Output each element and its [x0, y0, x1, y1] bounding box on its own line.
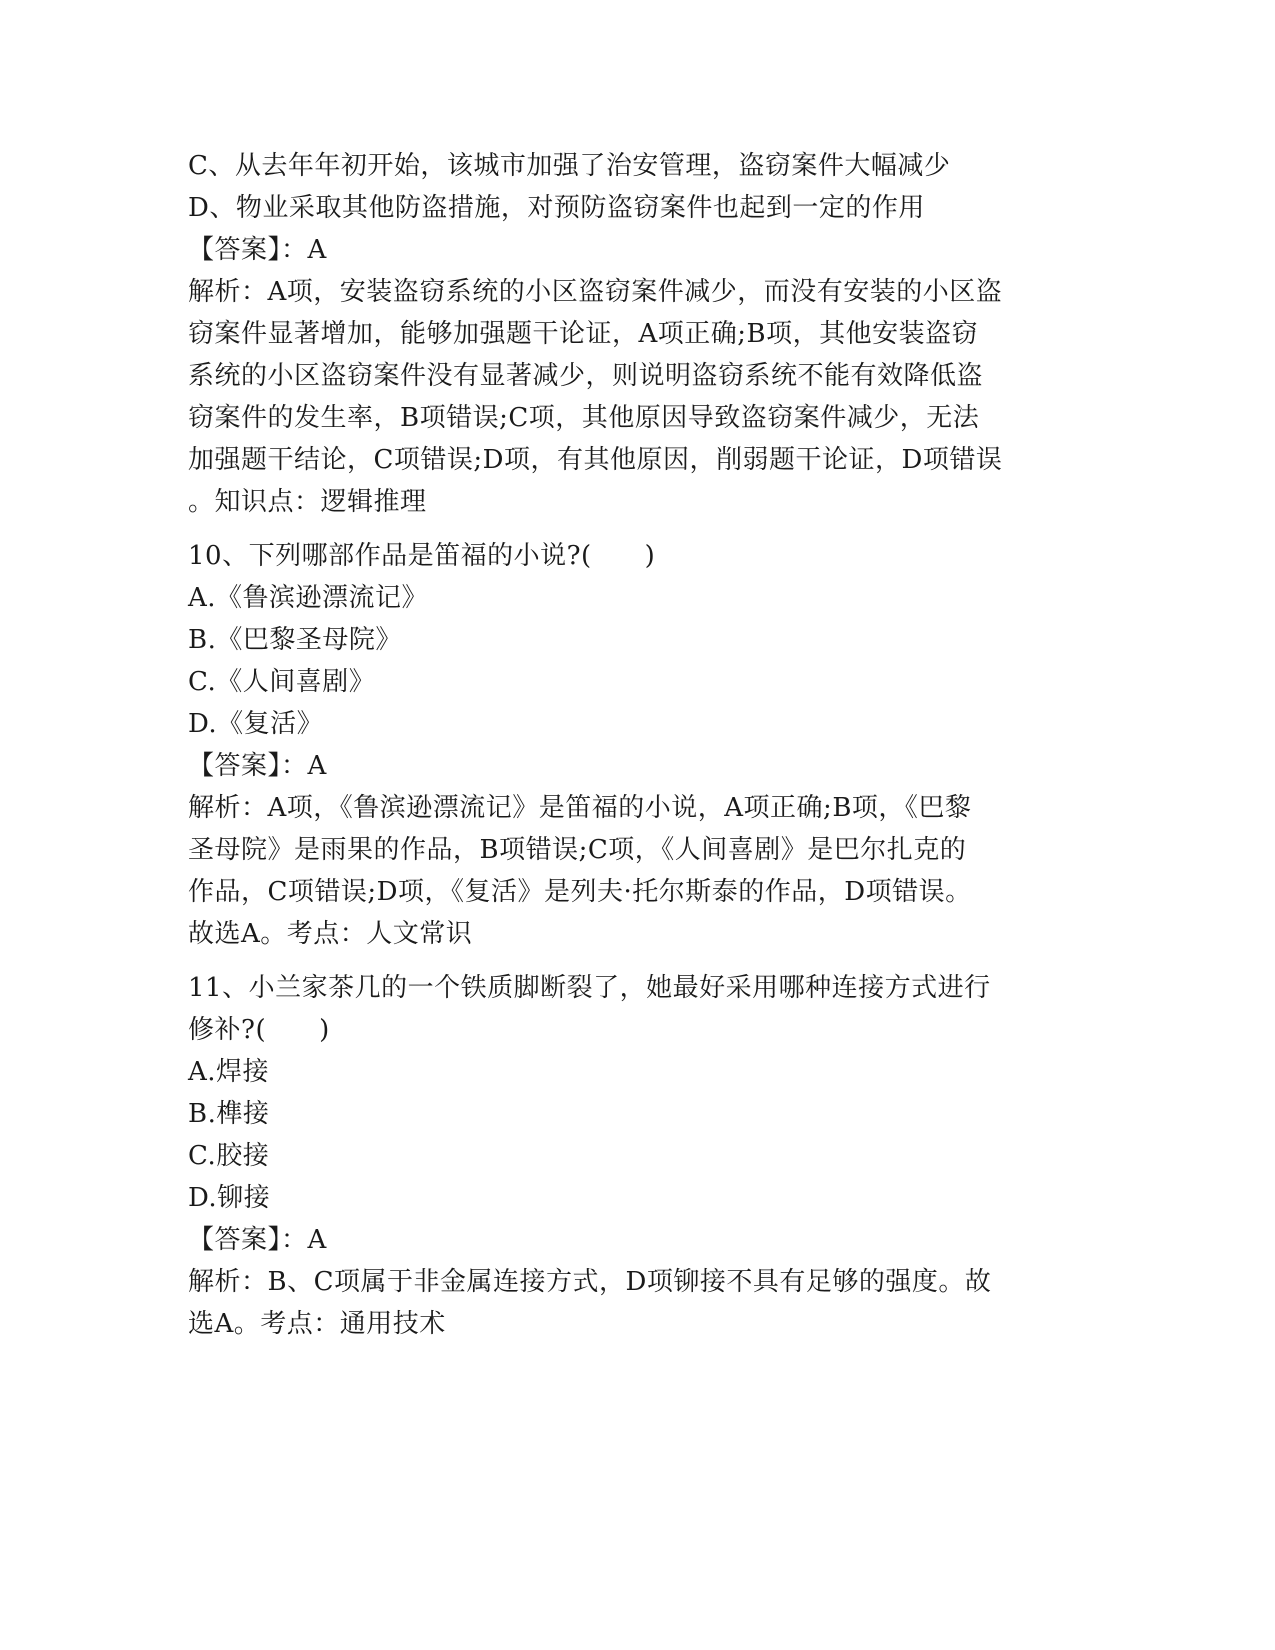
answer-line: 【答案】：A	[188, 1225, 327, 1255]
option-c: C.胶接	[188, 1141, 270, 1171]
explanation-line: 窃案件的发生率，B项错误;C项，其他原因导致盗窃案件减少，无法	[188, 403, 980, 433]
question-stem: 10、下列哪部作品是笛福的小说?( )	[188, 541, 656, 571]
option-d: D、物业采取其他防盗措施，对预防盗窃案件也起到一定的作用	[188, 193, 925, 223]
explanation-line: 系统的小区盗窃案件没有显著减少，则说明盗窃系统不能有效降低盗	[188, 361, 984, 391]
option-a: A.焊接	[188, 1057, 270, 1087]
question-9-tail	[188, 145, 1088, 523]
explanation-line: 加强题干结论，C项错误;D项，有其他原因，削弱题干论证，D项错误	[188, 445, 1003, 475]
question-11	[188, 967, 1088, 1345]
explanation-line: 解析：A项，安装盗窃系统的小区盗窃案件减少，而没有安装的小区盗	[188, 277, 1003, 307]
question-stem: 修补?( )	[188, 1015, 330, 1045]
explanation-line: 作品，C项错误;D项，《复活》是列夫·托尔斯泰的作品，D项错误。	[188, 877, 972, 907]
option-c: C.《人间喜剧》	[188, 667, 376, 697]
explanation-line: 圣母院》是雨果的作品，B项错误;C项，《人间喜剧》是巴尔扎克的	[188, 835, 967, 865]
spacer	[188, 955, 1088, 967]
explanation-line: 。知识点：逻辑推理	[188, 487, 427, 517]
spacer	[188, 523, 1088, 535]
question-stem: 11、小兰家茶几的一个铁质脚断裂了，她最好采用哪种连接方式进行	[188, 973, 991, 1003]
option-d: D.《复活》	[188, 709, 324, 739]
explanation-line: 故选A。考点：人文常识	[188, 919, 473, 949]
answer-line: 【答案】：A	[188, 751, 327, 781]
option-d: D.铆接	[188, 1183, 271, 1213]
answer-line: 【答案】：A	[188, 235, 327, 265]
option-c: C、从去年年初开始，该城市加强了治安管理，盗窃案件大幅减少	[188, 151, 951, 181]
explanation-line: 窃案件显著增加，能够加强题干论证，A项正确;B项，其他安装盗窃	[188, 319, 979, 349]
explanation-line: 选A。考点：通用技术	[188, 1309, 446, 1339]
question-10	[188, 535, 1088, 955]
document-page	[188, 145, 1088, 1345]
option-b: B.榫接	[188, 1099, 270, 1129]
explanation-line: 解析：B、C项属于非金属连接方式，D项铆接不具有足够的强度。故	[188, 1267, 992, 1297]
option-a: A.《鲁滨逊漂流记》	[188, 583, 429, 613]
explanation-line: 解析：A项，《鲁滨逊漂流记》是笛福的小说，A项正确;B项，《巴黎	[188, 793, 972, 823]
option-b: B.《巴黎圣母院》	[188, 625, 402, 655]
